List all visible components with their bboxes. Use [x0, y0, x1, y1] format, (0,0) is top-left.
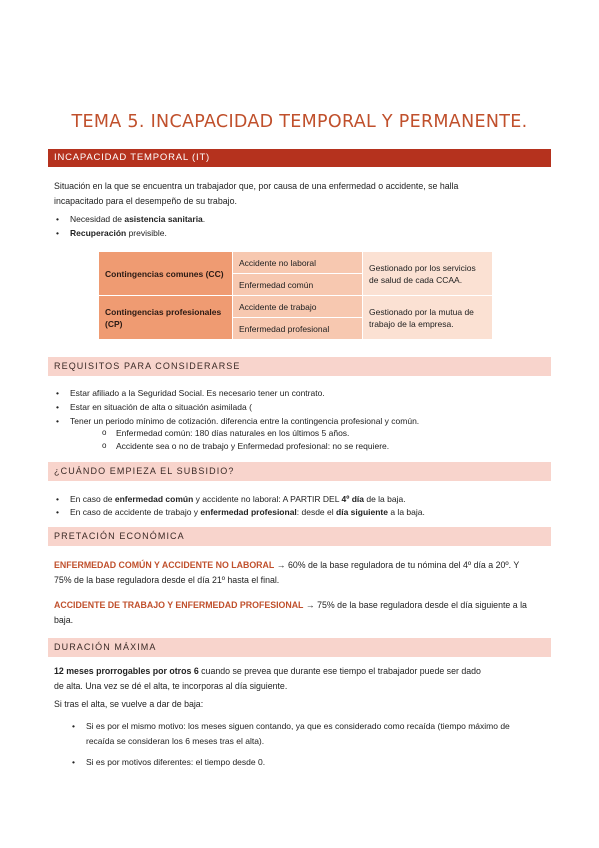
table-cell-note: Gestionado por los servicios de salud de cada CCAA. — [363, 252, 493, 296]
list-item: • Si es por motivos diferentes: el tiempo desde 0. — [86, 755, 536, 770]
duracion-paragraph-2: Si tras el alta, se vuelve a dar de baja: — [54, 699, 204, 709]
sub-list-item: o Accidente sea o no de trabajo y Enfermedad profesional: no se requiere. — [116, 440, 389, 452]
list-item — [70, 506, 425, 518]
list-item-bold: 4º día — [341, 494, 364, 504]
list-item-bold: enfermedad común — [114, 494, 194, 504]
section-header-it: INCAPACIDAD TEMPORAL (IT) — [48, 149, 551, 167]
list-item-text: . — [202, 214, 206, 224]
economica-paragraph-1 — [54, 558, 544, 588]
list-item-text: de la baja. — [363, 494, 406, 504]
list-item — [70, 213, 205, 225]
highlight-text: ENFERMEDAD COMÚN Y ACCIDENTE NO LABORAL — [54, 560, 275, 570]
list-item-text: Necesidad de — [70, 214, 125, 224]
list-item-bold: Recuperación — [70, 228, 127, 238]
paragraph-text: 75% de la base reguladora desde el día 21º hasta el final. — [54, 575, 280, 585]
paragraph-text: cuando se prevea que durante ese tiempo el trabajador puede ser dado — [198, 666, 481, 676]
list-item: • Estar en situación de alta o situación asimilada ( — [70, 401, 252, 413]
it-intro — [54, 179, 544, 209]
list-item-text: a la baja. — [387, 507, 425, 517]
table-cell: Enfermedad profesional — [233, 318, 363, 340]
table-cell-label: Contingencias profesionales (CP) — [99, 296, 233, 340]
list-item: • Estar afiliado a la Seguridad Social. Es necesario tener un contrato. — [70, 387, 325, 399]
paragraph-text: baja. — [54, 615, 74, 625]
it-intro-line2: incapacitado para el desempeño de su trabajo. — [54, 196, 237, 206]
section-header-subsidio: ¿CUÁNDO EMPIEZA EL SUBSIDIO? — [48, 462, 551, 481]
list-item-text: En caso de accidente de trabajo y — [70, 507, 201, 517]
it-intro-line1: Situación en la que se encuentra un trabajador que, por causa de una enfermedad o accidente, se halla — [54, 181, 459, 191]
contingencias-table — [98, 251, 493, 340]
list-item — [70, 493, 406, 505]
highlight-text: ACCIDENTE DE TRABAJO Y ENFERMEDAD PROFESIONAL — [54, 600, 304, 610]
duracion-paragraph-1 — [54, 664, 544, 694]
list-item — [70, 227, 167, 239]
table-cell: Enfermedad común — [233, 274, 363, 296]
paragraph-bold: 12 meses prorrogables por otros 6 — [54, 666, 199, 676]
section-header-economica: PRETACIÓN ECONÓMICA — [48, 527, 551, 546]
paragraph-text: → 75% de la base reguladora desde el día siguiente a la — [303, 600, 527, 610]
list-item-bold: enfermedad profesional — [200, 507, 297, 517]
economica-paragraph-2 — [54, 598, 544, 628]
paragraph-text: → 60% de la base reguladora de tu nómina del 4º día a 20º. Y — [274, 560, 520, 570]
list-item-text: y accidente no laboral: A PARTIR DEL — [193, 494, 342, 504]
list-item: • Tener un periodo mínimo de cotización. diferencia entre la contingencia profesional y común. — [70, 415, 419, 427]
paragraph-text: de alta. Una vez se dé el alta, te incorporas al día siguiente. — [54, 681, 288, 691]
table-cell: Accidente no laboral — [233, 252, 363, 274]
page-title: TEMA 5. INCAPACIDAD TEMPORAL Y PERMANENTE. — [71, 112, 528, 132]
table-row — [99, 252, 493, 274]
list-item-bold: día siguiente — [336, 507, 388, 517]
table-cell-label: Contingencias comunes (CC) — [99, 252, 233, 296]
section-header-duracion: DURACIÓN MÁXIMA — [48, 638, 551, 657]
list-item: • Si es por el mismo motivo: los meses siguen contando, ya que es considerado como recaída (tiempo máximo de recaída se consideran los 6 meses tras el alta). — [86, 719, 536, 749]
list-item-text: : desde el — [296, 507, 337, 517]
table-cell-note: Gestionado por la mutua de trabajo de la empresa. — [363, 296, 493, 340]
table-row — [99, 296, 493, 318]
list-item-text: previsible. — [126, 228, 167, 238]
section-header-requisitos: REQUISITOS PARA CONSIDERARSE — [48, 357, 551, 376]
sub-list-item: o Enfermedad común: 180 días naturales en los últimos 5 años. — [116, 427, 349, 439]
table-cell: Accidente de trabajo — [233, 296, 363, 318]
list-item-text: En caso de — [70, 494, 115, 504]
list-item-bold: asistencia sanitaria — [124, 214, 203, 224]
